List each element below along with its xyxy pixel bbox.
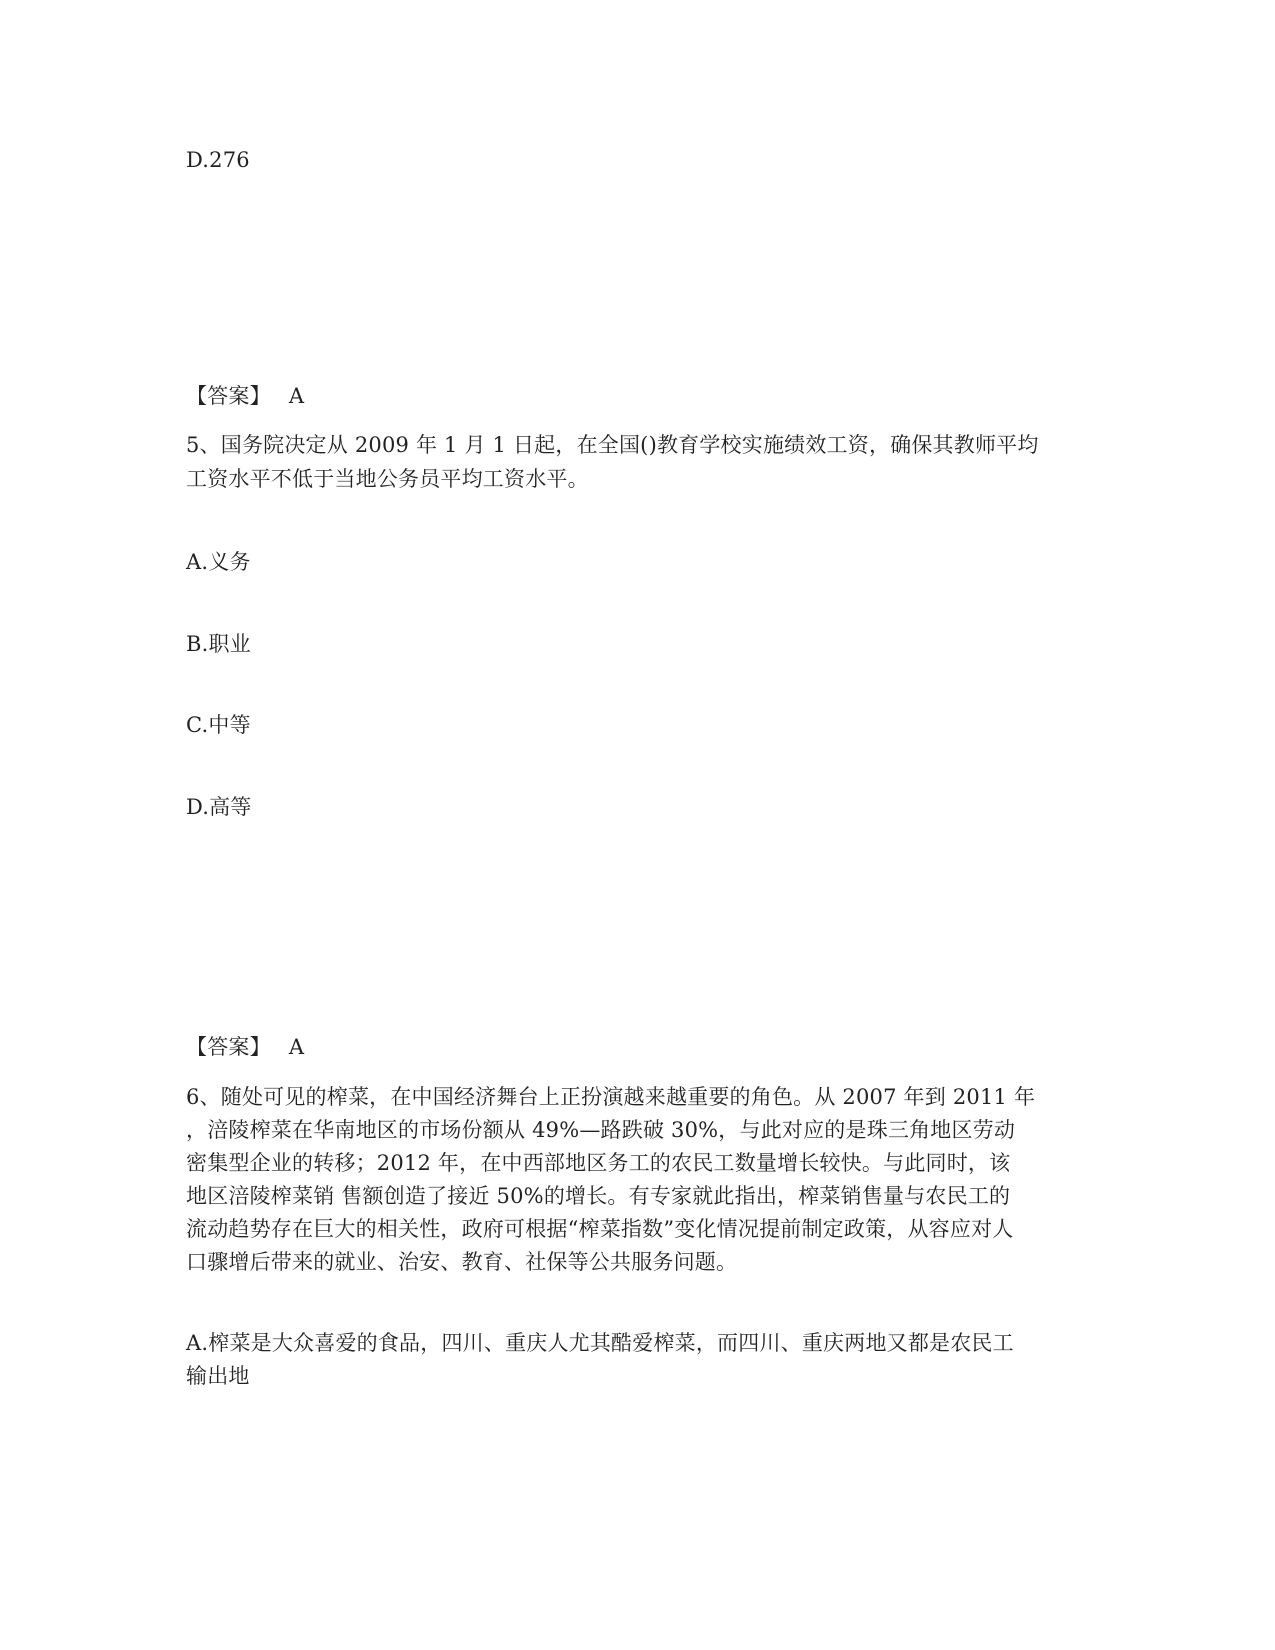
q6-option-a-line-2: 输出地 <box>186 1364 250 1388</box>
answer-value: A <box>288 1035 305 1059</box>
q4-option-d: D.276 <box>186 148 250 172</box>
q6-stem-line-3: 密集型企业的转移；2012 年，在中西部地区务工的农民工数量增长较快。与此同时，该 <box>186 1151 1011 1175</box>
q6-stem-line-6: 口骤增后带来的就业、治安、教育、社保等公共服务问题。 <box>186 1250 738 1274</box>
answer-value: A <box>288 384 305 408</box>
answer-block-1 <box>186 379 304 413</box>
q5-option-c: C.中等 <box>186 713 251 737</box>
q6-stem-line-1: 6、随处可见的榨菜，在中国经济舞台上正扮演越来越重要的角色。从 2007 年到 2011 年 <box>186 1085 1036 1109</box>
q6-option-a-line-1: A.榨菜是大众喜爱的食品，四川、重庆人尤其酷爱榨菜，而四川、重庆两地又都是农民工 <box>186 1331 1014 1355</box>
answer-label: 【答案】 <box>186 384 271 408</box>
q5-option-a: A.义务 <box>186 550 251 574</box>
q5-option-b: B.职业 <box>186 632 251 656</box>
q5-stem-line-2: 工资水平不低于当地公务员平均工资水平。 <box>186 467 589 491</box>
q6-stem-line-4: 地区涪陵榨菜销 售额创造了接近 50%的增长。有专家就此指出，榨菜销售量与农民工的 <box>186 1184 1011 1208</box>
q6-stem-line-5: 流动趋势存在巨大的相关性，政府可根据“榨菜指数”变化情况提前制定政策，从容应对人 <box>186 1217 1014 1241</box>
answer-label: 【答案】 <box>186 1035 271 1059</box>
q5-stem-line-1: 5、国务院决定从 2009 年 1 月 1 日起，在全国()教育学校实施绩效工资，确保其教师平均 <box>186 433 1039 457</box>
q5-option-d: D.高等 <box>186 795 252 819</box>
answer-block-2 <box>186 1030 304 1064</box>
q6-stem-line-2: ，涪陵榨菜在华南地区的市场份额从 49%—路跌破 30%，与此对应的是珠三角地区劳动 <box>186 1118 1016 1142</box>
